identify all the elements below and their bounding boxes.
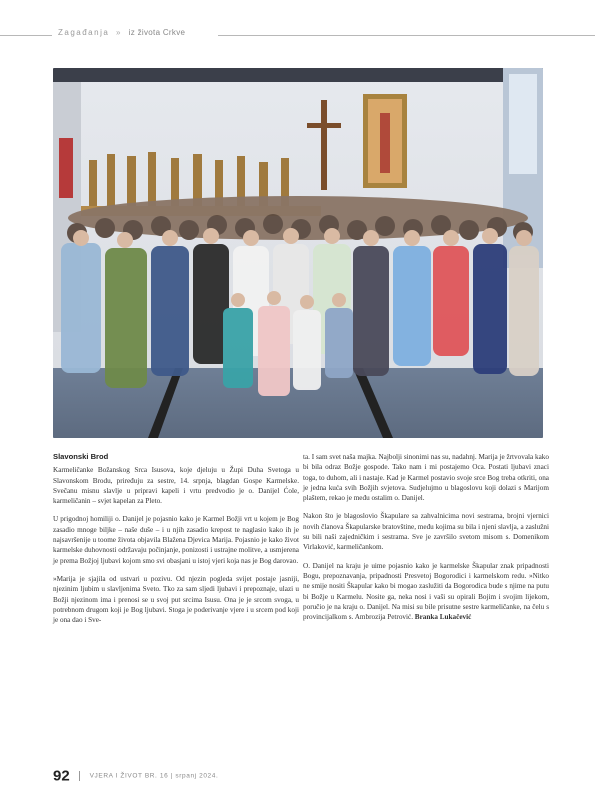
page-footer — [53, 767, 219, 785]
article-column-left — [53, 452, 299, 633]
article-location: Slavonski Brod — [53, 452, 109, 461]
article-paragraph: Nakon što je blagoslovio Škapulare sa zahvalnicima novi sestrama, brojni vjernici novih članova Škapularske bratovštine, među kojima su bila i njeni slavlja, a zaslužni su bili naši zajedničkim i sestrama. Sve je završilo svetom misom s. Domenikom Virlaković, karmeličankom. — [303, 512, 549, 552]
group-photo-image — [53, 68, 543, 438]
article-column-right — [303, 452, 549, 630]
article-paragraph: Karmeličanke Božanskog Srca Isusova, koje djeluju u Župi Duha Svetoga u Slavonskom Brodu, priređuju za sestre, 14. srpnja, blagdan Gospe Karmelske. Svečanu misnu slavlje u pripravi kapeli i vrtu predvodio je o. Danijel Ćole, karmeličanin – svjet kapelan za Pleto. — [53, 466, 299, 506]
issue-info: VJERA I ŽIVOT BR. 16 | srpanj 2024. — [89, 772, 219, 780]
footer-divider — [79, 771, 80, 781]
article-paragraph — [303, 561, 549, 623]
author-signature: Branka Lukačević — [414, 613, 472, 622]
article-paragraph: U prigodnoj homiliji o. Danijel je pojasnio kako je Karmel Božji vrt u kojem je Bog zasadio mnoge biljke – naše duše – i u njih zasadio krepost te naglasio kako ih je najsavršenije u toome života objavila Blažena Djevica Marija. Pojasnio je kako život karmelske duhovnosti održavaju počinjanje, ponizosti i ustrajne molitve, a usmjerena je prema Božjoj ljubavi kojom smo svi obasjani u istoj vjeri koja nas je Bog darovao. — [53, 515, 299, 565]
group-photo — [53, 68, 543, 438]
running-header — [0, 28, 595, 42]
header-rule-right — [218, 35, 595, 36]
article-paragraph: »Marija je sjajila od ustvari u pozivu. Od njezin pogleda svijet postaje jasniji, njezinim ljubim u slavljenima Sveto. Tko za sam sljedi ljubavi i prepoznaje, ulazi u Božji njezinom ima i prenosi se u svoj put srcima Isusu. Ona je je srcom svoga, u potrebnom drugom koji je Bog ljubavi. Stoga je poderivanje vjere i u srcem pod koji je ona dao i Sve- — [53, 574, 299, 625]
chevron-right-icon: » — [116, 28, 122, 37]
article-paragraph-text: O. Danijel na kraju je uime pojasnio kako je karmelske Škapular znak pripadnosti Bogu, prepoznavanja, pripadnosti Presvetoj Bogorodici i karmelskom redu. »Nitko ne smije nositi Škapular kako bi mogao zaslužiti da Bogorodica bude s njime na putu bi Božje u Karmelu. Nosite ga, neka nosi i vaši su opirali Bojim i svojim lijekom, poručio je na kraju o. Danijel. Na misi su bile prisutne sestre karmeličanke, na čelu s provincijalkom s. Ambrozija Petrović. — [303, 561, 549, 622]
page-number: 92 — [53, 767, 70, 785]
section-title — [58, 28, 185, 37]
article-paragraph: ta. I sam svet naša majka. Najbolji sinonimi nas su, nadahnj. Marija je žrtvovala kako bi bila odraz Božje gospode. Tako nam i mi postajemo Oca. Postati ljubavi znaci toga, to duhom, ali i nastaje. Kad je Karmel postavio svoje srce Bog treba otkriti, ona je jedna kuća svih Božjih svjetova. Sudjelujmo u blagoslovu koji dolazi s Marijom plaštem, rekao je među ostalim o. Danijel. — [303, 453, 549, 503]
header-rule-left — [0, 35, 52, 36]
section-name: Zagađanja — [58, 28, 110, 37]
section-subtitle: iz života Crkve — [128, 28, 186, 37]
